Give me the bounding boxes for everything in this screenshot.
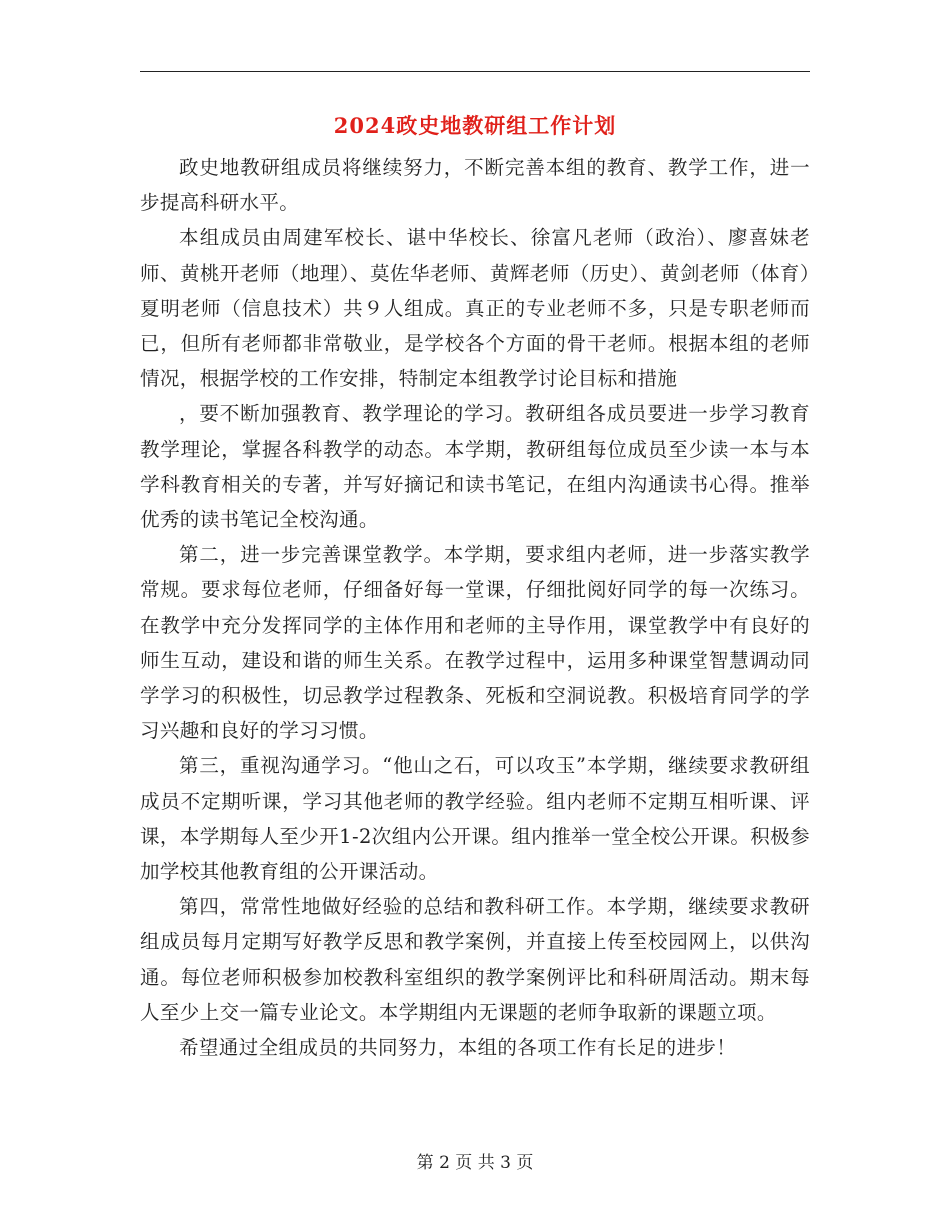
paragraph-theory-study: ，要不断加强教育、教学理论的学习。教研组各成员要进一步学习教育教学理论，掌握各科教学的动态。本学期，教研组每位成员至少读一本与本学科教育相关的专著，并写好摘记和读书笔记，在组内沟通读书心得。推举优秀的读书笔记全校沟通。 (140, 402, 810, 532)
paragraph-intro: 政史地教研组成员将继续努力，不断完善本组的教育、教学工作，进一步提高科研水平。 (140, 156, 810, 215)
page-number-label: 第 2 页 共 3 页 (416, 1153, 534, 1173)
document-body (140, 150, 810, 1065)
paragraph-classroom-teaching: 第二，进一步完善课堂教学。本学期，要求组内老师，进一步落实教学常规。要求每位老师，仔细备好每一堂课，仔细批阅好同学的每一次练习。在教学中充分发挥同学的主体作用和老师的主导作用，课堂教学中有良好的师生互动，建设和谐的师生关系。在教学过程中，运用多种课堂智慧调动同学学习的积极性，切忌教学过程教条、死板和空洞说教。积极培育同学的学习兴趣和良好的学习习惯。 (140, 543, 810, 743)
paragraph-members: 本组成员由周建军校长、谌中华校长、徐富凡老师（政治）、廖喜妹老师、黄桃开老师（地理）、莫佐华老师、黄辉老师（历史）、黄剑老师（体育）夏明老师（信息技术）共９人组成。真正的专业老师不多，只是专职老师而已，但所有老师都非常敬业，是学校各个方面的骨干老师。根据本组的老师情况，根据学校的工作安排，特制定本组教学讨论目标和措施 (140, 226, 810, 391)
paragraph-communication-study: 第三，重视沟通学习。“他山之石，可以攻玉”本学期，继续要求教研组成员不定期听课，学习其他老师的教学经验。组内老师不定期互相听课、评课，本学期每人至少开1-2次组内公开课。组内推举一堂全校公开课。积极参加学校其他教育组的公开课活动。 (140, 754, 810, 884)
header-rule (140, 71, 810, 72)
page-footer (140, 1150, 810, 1176)
paragraph-conclusion: 希望通过全组成员的共同努力，本组的各项工作有长足的进步！ (179, 1036, 737, 1060)
paragraph-research-work: 第四，常常性地做好经验的总结和教科研工作。本学期，继续要求教研组成员每月定期写好教学反思和教学案例，并直接上传至校园网上，以供沟通。每位老师积极参加校教科室组织的教学案例评比和科研周活动。期末每人至少上交一篇专业论文。本学期组内无课题的老师争取新的课题立项。 (140, 895, 810, 1024)
document-title: 2024政史地教研组工作计划 (333, 113, 617, 138)
